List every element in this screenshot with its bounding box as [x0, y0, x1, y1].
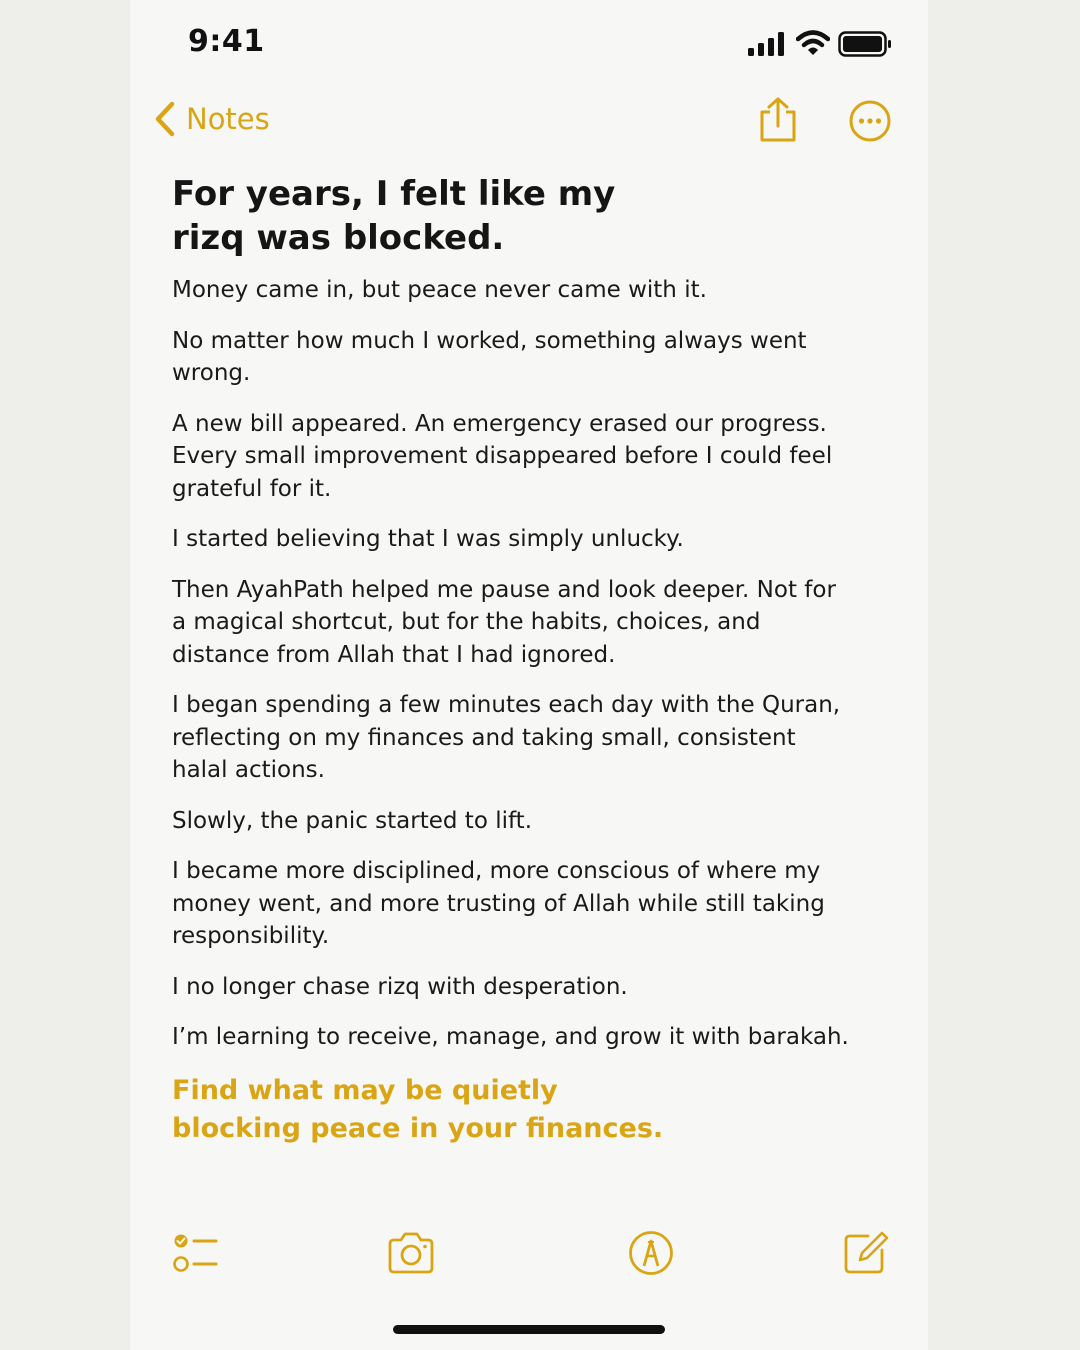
markup-icon[interactable] — [626, 1228, 676, 1278]
call-to-action-text: Find what may be quietly blocking peace in your finances. — [172, 1074, 664, 1144]
note-paragraph: I no longer chase rizq with desperation. — [172, 973, 628, 1000]
note-paragraph: I became more disciplined, more conscious of where my money went, and more trusting of Allah while still taking responsibility. — [172, 858, 825, 949]
note-body[interactable] — [172, 172, 852, 1148]
share-icon[interactable] — [756, 96, 800, 144]
battery-icon — [838, 31, 892, 57]
more-icon[interactable] — [848, 99, 892, 143]
camera-icon[interactable] — [386, 1228, 436, 1278]
note-paragraph: Slowly, the panic started to lift. — [172, 807, 533, 834]
notes-screen — [130, 0, 928, 1350]
checklist-icon[interactable] — [170, 1228, 220, 1278]
back-to-notes-button[interactable] — [152, 96, 270, 142]
status-bar — [130, 0, 928, 90]
note-paragraph: No matter how much I worked, something always went wrong. — [172, 327, 807, 386]
cellular-signal-icon — [748, 32, 786, 56]
note-paragraph: A new bill appeared. An emergency erased our progress. Every small improvement disappeared before I could feel grateful for it. — [172, 410, 833, 502]
note-paragraph: I started believing that I was simply unlucky. — [172, 526, 684, 552]
chevron-left-icon — [152, 100, 178, 138]
note-paragraph: I began spending a few minutes each day with the Quran, reflecting on my finances and taking small, consistent halal actions. — [172, 692, 841, 783]
compose-icon[interactable] — [840, 1228, 890, 1278]
note-paragraph: Then AyahPath helped me pause and look deeper. Not for a magical shortcut, but for the habits, choices, and distance from Allah that I had ignored. — [172, 576, 836, 668]
status-time: 9:41 — [188, 24, 265, 59]
note-paragraph: Money came in, but peace never came with it. — [172, 277, 707, 303]
note-paragraph: I’m learning to receive, manage, and grow it with barakah. — [172, 1024, 849, 1050]
wifi-icon — [796, 30, 830, 56]
note-title: For years, I felt like my rizq was blocked. — [172, 174, 616, 258]
back-label: Notes — [186, 102, 270, 136]
home-indicator[interactable] — [393, 1325, 665, 1334]
